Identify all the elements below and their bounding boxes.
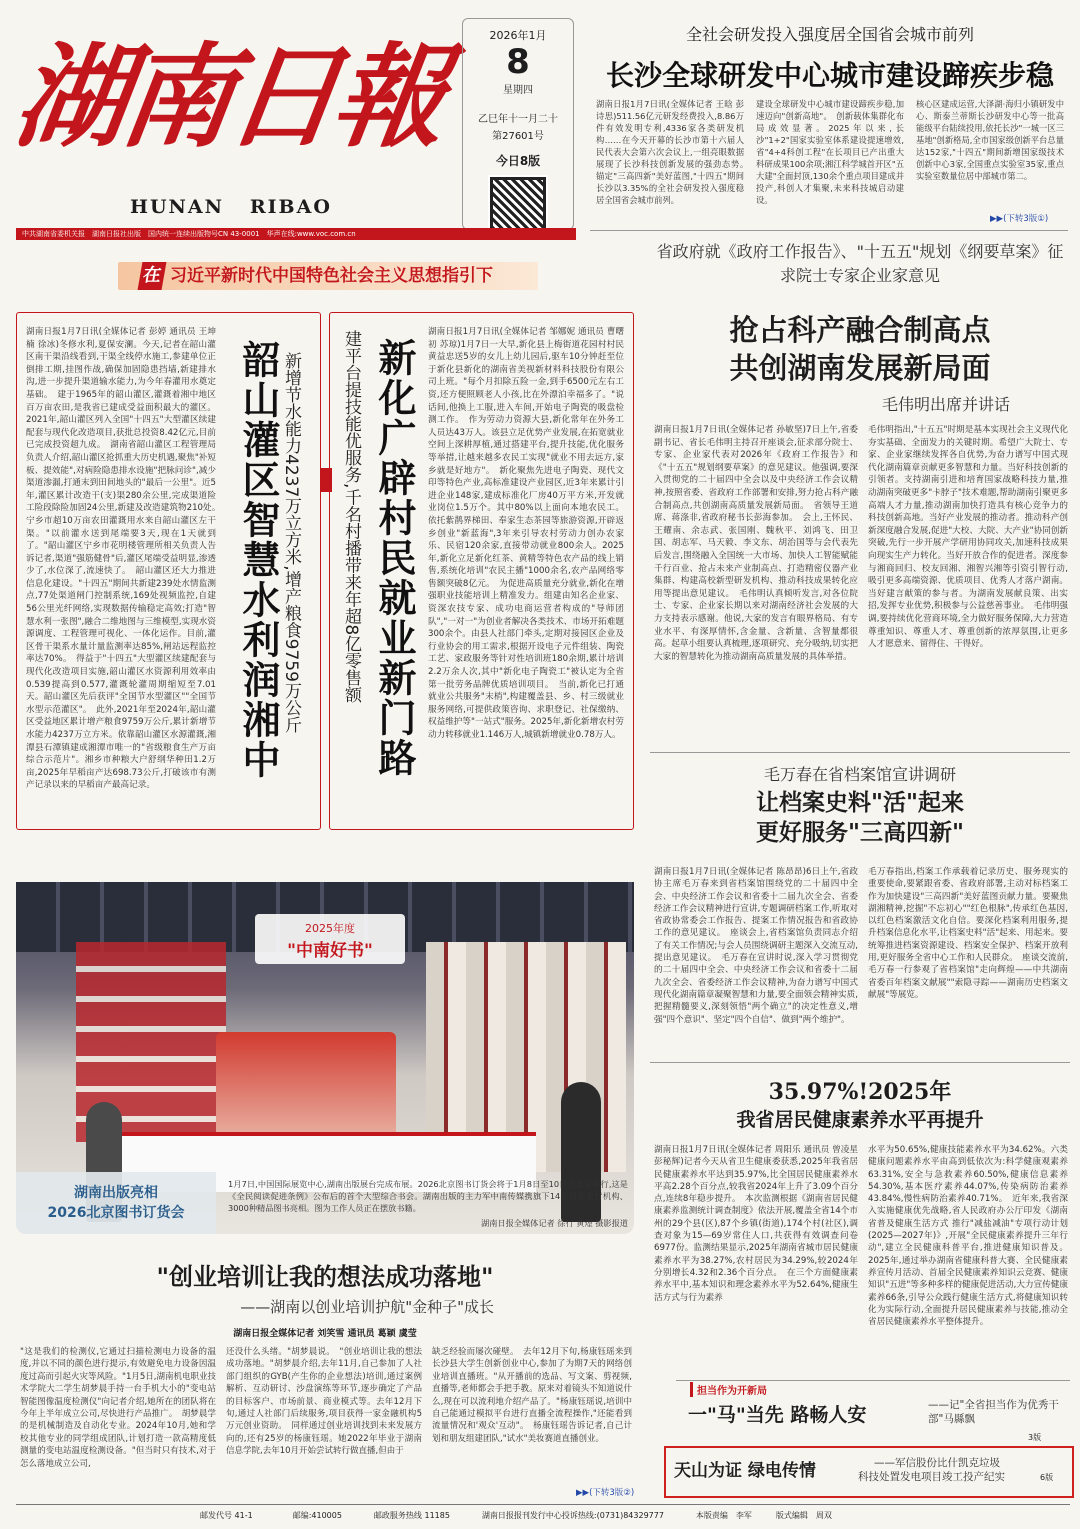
training-col1: "这是我们的检测仪,它通过扫描检测电力设备的温度,并以不同的颜色进行提示,有效避免电力设备因温度过高而引起火灾等风险。"1月5日,湖南机电职业技术学院大二学生胡梦晨手持一台手机大小的"变电站智能图像温度检测仪"向记者介绍,她所在的团队将在今年上半年成立公司,尽快进行产品推广。 胡梦晨学的是机械制造及自动化专业。2024年10月,她和学校其他专业的同学组成团队,计划打造一款高精度低测量的变电站温度检测设备。"但当时只有技术,对于怎么落地成立公司, (20, 1347, 216, 1469)
health-col2: 水平为50.65%,健康技能素养水平为34.62%。六类健康问题素养水平由高到低依次为:科学健康观素养63.31%,安全与急救素养60.50%,健康信息素养54.30%,基本医疗素养44.07%,传染病防治素养43.84%,慢性病防治素养40.71%。 近年来,我省深入实施健康优先战略,省人民政府办公厅印发《湖南省普及健康生活方式 推行"减盐减油"专项行动计划(2025—2027年)》,开展"全民健康素养提升三年行动",建立全民健康科普平台,推进健康知识普及。2025年,通过举办湖南省健康科普大赛、全民健康素养宣传月活动、首届全民健康素养知识云竞赛、健康知识"五进"等多种多样的健康促进活动,大力宣传健康素养66条,引导公众践行健康生活方式,将健康知识转化为实际行动,全面提升居民健康素养与技能,推动全省居民健康素养水平整体提升。 (868, 1145, 1068, 1328)
health-title-2[interactable]: 我省居民健康素养水平再提升 (736, 1109, 984, 1131)
masthead-pinyin: HUNAN RIBAO (130, 196, 332, 218)
promo-page: 3版 (1028, 1433, 1042, 1442)
date-box (462, 18, 574, 230)
top-story-kicker: 全社会研发投入强度居全国省会城市前列 (685, 25, 974, 44)
training-col3: 缺乏经验而屡次碰壁。 去年12月下旬,杨康钰瑶来到长沙县大学生创新创业中心,参加了为期7天的网络创业培训直播班。"从开播前的选品、写文案、剪视频,直播等,老师都会手把手教。原来对着镜头不知道说什么,现在可以流利地介绍产品了。"杨康钰瑶说,培训中自己能通过模拟平台进行直播全流程操作,"还能看到流量情况和'观众'互动"。 杨康钰瑶告诉记者,自己计划和朋友组建团队,"试水"美妆赛道直播创业。 (432, 1347, 632, 1444)
photo-label (16, 1172, 216, 1234)
archives-title-1[interactable]: 让档案史料"活"起来 (756, 790, 964, 816)
shaoshan-text: 湖南日报1月7日讯(全媒体记者 彭婷 通讯员 王坤楠 徐冰)冬修水利,夏保安澜。今天,记者在韶山灌区南干渠沿线看到,干渠全线停水施工,参建单位正倒排工期,挂图作战,确保加固隐患挡墙,新建排水沟,进一步提升渠道输水能力,为今年春灌用水奠定基础。 建于1965年的韶山灌区,灌溉着湘中地区百万亩农田,是我省已建成受益面积最大的灌区。2021年,韶山灌区列入全国"十四五"大型灌区续建配套与现代化改造项目,获批总投资8.42亿元,目前已完成投资超九成。 湖南省韶山灌区工程管理局负责人介绍,韶山灌区抢抓重大历史机遇,聚焦"补短板、提效能",对病险隐患排水设施"把脉问诊",减少渠道渗漏,打通末到田间地头的"最后一公里"。近5年,灌区累计改造干(支)渠280余公里,完成渠道险工险段除险加固24公里,新建及改造建筑物210处。 宁乡市超10万亩农田灌溉用水来自韶山灌区左干渠。"以前灌水送到尾端要3天,现在1天就到了。"韶山灌区宁乡市花明楼管理所相关负责人告诉记者,渠道"强筋健骨"后,灌区尾端受益明显,渗透少了,水位深了,流速快了。 韶山灌区还大力推进信息化建设。"十四五"期间共新建239处水情监测点,77处渠道闸门控制系统,169处视频监控,自建56公里光纤网络,实现数据传输稳定高效;打造"智慧水利一张图",融合二维地图与三维模型,实现水资源调度、工程管理可视化、一体化运作。目前,灌区骨干渠系水量计量监测率达85%,闸站远程监控率达70%。 得益于"十四五"大型灌区续建配套与现代化改造项目实施,韶山灌区水资源利用效率由0.539提高到0.577,灌溉轮灌周期缩短至7.01天。韶山灌区先后获评"全国节水型灌区""全国节水型示范灌区"。 此外,2021年至2024年,韶山灌区受益地区累计增产粮食9759万公斤,累计新增节水能力4237万立方米。依靠韶山灌区水源灌溉,湘潭县石潭镇建成湘潭市唯一的"省级粮食生产万亩综合示范片"。湘乡市种粮大户舒纲华种田1.2万亩,2025年早稻亩产达698.73公斤,打破该市有测产记录以来的早稻亩产最高记录。 (26, 327, 225, 791)
health-title-1[interactable]: 35.97%!2025年 (768, 1079, 952, 1105)
promo2-sub-1: ——军信股份比什凯克垃圾 (874, 1457, 1000, 1469)
photo-label-2: 2026北京图书订货会 (47, 1205, 185, 1221)
training-byline: 湖南日报全媒体记者 刘笑雪 通讯员 葛颖 虞莹 (233, 1329, 417, 1339)
photo-credit: 湖南日报全媒体记者 徐行 黄煌 摄影报道 (481, 1218, 628, 1228)
divider (650, 1062, 1070, 1063)
issue-number: 第27601号 (492, 131, 544, 142)
photo-badge (255, 914, 405, 964)
promo2-page: 6版 (1040, 1473, 1054, 1482)
archives-kicker: 毛万春在省档案馆宣讲调研 (763, 765, 956, 784)
top-story-col3: 核心区建成运营,大泽湖·海归小镇研发中心、斯泰兰蒂斯长沙研发中心等一批高能级平台陆续投用,依托长沙"一城一区三基地"创新格局,全市国家级创新平台总量达152家,"十四五"期间新增国家级技术创新中心3家,全国重点实验室35家,重点实验室数量位居中部城市第二。 (916, 99, 1064, 181)
promo2-sub-2: 科技处置发电项目竣工投产纪实 (858, 1471, 1005, 1483)
divider (650, 752, 1070, 753)
shaoshan-subtitle: 新增节水能力4237万立方米,增产粮食9759万公斤 (281, 352, 301, 733)
banner-zai: 在 (138, 262, 167, 290)
top-story-more[interactable]: ▶▶(下转3版①) (990, 214, 1049, 224)
info-bar-text: 中共湖南省委机关报 湖南日报社出版 国内统一连续出版物号CN 43-0001 华声在线:www.voc.com.cn (22, 230, 356, 238)
promo2-title[interactable]: 天山为证 绿电传情 (674, 1461, 816, 1481)
footer-text: 邮发代号 41-1 邮编:410005 邮政服务热线 11185 湖南日报报刊发行中心投诉热线:(0731)84329777 本版责编 李军 版式编辑 周双 (200, 1511, 832, 1520)
date-month: 2026年1月 (489, 29, 547, 42)
masthead-logo (6, 8, 450, 198)
forum-kicker: 省政府就《政府工作报告》、"十五五"规划《纲要草案》征求院士专家企业家意见 (656, 242, 1064, 285)
promo-column-label: 担当作为开新局 (690, 1382, 767, 1397)
training-col2: 还没什么头绪。"胡梦晨说。 "创业培训让我的想法成功落地。"胡梦晨介绍,去年11月,自己参加了人社部门组织的GYB(产生你的企业想法)培训,通过案例解析、互动研讨、沙盘演练等环节,逐步确定了产品的目标客户、市场前景、商业模式等。去年12月下旬,通过人社部门后续服务,项目获得一家金融机构5万元创业资助。 同样通过创业培训找到未来发展方向的,还有25岁的杨康钰瑶。她2022年毕业于湖南信息学院,去年10月开始尝试转行做直播,但由于 (226, 1347, 422, 1457)
xinhua-text: 湖南日报1月7日讯(全媒体记者 邹娜妮 通讯员 曹曙初 苏琼)1月7日一大早,新化县上梅街道花园村村民黄益忠送5岁的女儿上幼儿园后,驱车10分钟赶至位于新化县新化的湖南省美视新材料科技股份有限公司上班。"每个月扣除五险一金,到手6500元左右工资,还方便照顾老人小孩,比在外漂泊幸福多了。"说话间,他换上工服,进入车间,开始电子陶瓷的吸盘检测工作。 作为劳动力资源大县,新化常年在外务工人员达43万人。该县立足优势产业发展,在拓宽就业空间上深耕厚植,通过搭建平台,提升技能,优化服务等举措,让越来越多农民工实现"就业不用去远方,家乡就是好地方"。 新化聚焦先进电子陶瓷、现代文印等特色产业,高标准建设产业园区,近3年来累计引进企业148家,建成标准化厂房40万平方米,开发就业岗位1.5万个。其中80%以上面向本地农民工。依托紫鹊界梯田、奉家生态茶园等旅游资源,开辟返乡创业"新蓝海",3年来引导农村劳动力创办农家乐、民宿120余家,直接带动就业800余人。2025年,新化立足新化红茶、黄精等特色农产品的线上销售,系统化培训"农民主播"1000余名,农产品网络零售额突破8亿元。 为促进高质量充分就业,新化在增强职业技能培训上精准发力。组建由知名企业家、资深农技专家、成功电商运营者构成的"导师团队","一对一"为创业者解决各类技术、市场开拓难题300余个。由县人社部门牵头,定期对接园区企业及行业协会的用工需求,根据开设电子元件组装、陶瓷工艺、家政服务等针对性培训班180余期,累计培训2.2万余人次,其中"新化电子陶瓷工"被认定为全省第一批劳务品牌优质培训项目。 当前,新化已打通就业公共服务"末梢",构建覆盖县、乡、村三级就业服务网络,可提供政策咨询、求职登记、社保缴纳、权益维护等"一站式"服务。2025年,新化新增农村劳动力转移就业1.146万人,城镇新增就业0.78万人。 (428, 327, 624, 740)
xinhua-title[interactable]: 新化广辟村民就业新门路 (372, 338, 416, 778)
top-story-col1: 湖南日报1月7日讯(全媒体记者 王晗 彭诗思)511.56亿元研发经费投入,8.86万件有效发明专利,4336家各类研发机构……在今天开幕的长沙市第十六届人民代表大会第六次会议上,一组亮眼数据展现了长沙科技创新发展的强劲态势。 锚定"三高四新"美好蓝图,"十四五"期间长沙以3.35%的全社会研发投入强度稳居全国省会城市前列。 (596, 99, 753, 205)
forum-title-1[interactable]: 抢占科产融合制高点 (729, 313, 991, 347)
forum-title-2[interactable]: 共创湖南发展新局面 (729, 351, 991, 385)
forum-col2: 毛伟明指出,"十五五"时期是基本实现社会主义现代化夯实基础、全面发力的关键时期。希望广大院士、专家、企业家继续发挥各自优势,为奋力谱写中国式现代化湖南篇章贡献更多智慧和力量。当好科技创新的引领者。支持湖南引进和培育国家战略科技力量,推动湖南突破更多"卡脖子"技术难题,帮助湖南引聚更多高端人才力量,推动湖南加快打造具有核心竞争力的科技创新高地。当好产业发展的推动者。推动科产创新深度融合发展,促进"大校、大院、大产业"协同创新突破,先行一步开展产学研用协同攻关,加速科技成果向现实生产力转化。当好开放合作的促进者。深度参与湘商回归、校友回湘、湘智兴湘等引资引智行动,吸引更多高端资源、优质项目、优秀人才落户湖南。当好建言献策的参与者。为湖南发展献良策、出实招,发挥专业优势,积极参与公益慈善事业。 毛伟明强调,要持续优化营商环境,全力做好服务保障,大力营造尊重知识、尊重人才、尊重创新的浓厚氛围,让更多人才愿意来、留得住、干得好。 (868, 425, 1068, 650)
training-subtitle: ——湖南以创业培训护航"金种子"成长 (240, 1298, 494, 1316)
logo-text: 湖南日報 (6, 32, 450, 163)
badge-title: "中南好书" (287, 941, 373, 961)
archives-title-2[interactable]: 更好服务"三高四新" (756, 820, 964, 846)
photo-caption: 1月7日,中国国际展览中心,湖南出版展台完成布展。2026北京图书订货会将于1月8日至10日在北京举行,这是《全民阅读促进条例》公布后的首个大型综合书会。湖南出版的主力军中南传媒携旗下14家出版发行机构、3000种精品图书亮相。图为工作人员正在摆放书籍。 (228, 1179, 628, 1213)
top-story-col2: 建设全球研发中心城市建设蹄疾步稳,加速迈向"创新高地"。 创新载体集群化布局成效显著。2025年以来,长沙"1+2"国家实验室体系建设提速增效,省"4+4科创工程"在长项目已产出重大科研成果100余项;湘江科学城首开区"五大建"全面封顶,130余个重点项目建成并投产,科创人才集聚,未来科技城启动建设。 (756, 99, 904, 205)
date-weekday: 星期四 (503, 85, 533, 96)
top-story-title[interactable]: 长沙全球研发中心城市建设蹄疾步稳 (605, 59, 1054, 92)
promo-sub: ——记"全省担当作为优秀干部"马縣飘 (928, 1399, 1059, 1425)
qr-code-icon[interactable] (490, 177, 546, 233)
health-col1: 湖南日报1月7日讯(全媒体记者 周阳乐 通讯员 曾凌星 彭秘辉)记者今天从省卫生健康委获悉,2025年我省居民健康素养水平达到35.97%,比全国居民健康素养水平高2.28个百分点,较我省2024年上升了3.09个百分点,连续8年稳步提升。 本次监测根据《湖南省居民健康素养监测统计调查制度》依法开展,覆盖全省14个市州的29个县(区),87个乡镇(街道),174个村(社区),调查对象为15—69岁常住人口,共获得有效调查问卷6977份。监测结果显示,2025年湖南省城市居民健康素养水平为38.27%,农村居民为34.29%,较2024年分别增长4.32和2.36个百分点。 在三个方面健康素养水平中,基本知识和理念素养水平为52.64%,健康生活方式与行为素养 (654, 1145, 858, 1303)
shaoshan-title[interactable]: 韶山灌区智慧水利润湘中 (236, 340, 280, 780)
footer-rule (16, 1504, 1070, 1505)
training-more[interactable]: ▶▶(下转3版②) (576, 1488, 635, 1498)
forum-col1: 湖南日报1月7日讯(全媒体记者 孙敏坚)7日上午,省委副书记、省长毛伟明主持召开座谈会,征求部分院士、专家、企业家代表对2026年《政府工作报告》和《"十五五"规划纲要草案》的意见建议。他强调,要深入贯彻党的二十届四中全会以及中央经济工作会议精神,按照省委、省政府工作部署和安排,努力抢占科产融合制高点,共创湖南高质量发展新局面。 省领导王道席、蒋涤非,省政府秘书长彭海参加。 会上,王怀民、王耀南、余志武、张国刚、魏秋平、刘鸿飞、田卫国、胡志军、马天毅、李文东、胡治国等与会代表先后发言,围绕融入全国统一大市场、加快人工智能赋能千行百业、抢占未来产业制高点、打造精密仪器产业集群、构建高校新型研发机构、推动科技成果转化应用等提出意见建议。 毛伟明认真倾听发言,对各位院士、专家、企业家长期以来对湖南经济社会发展的大力支持表示感谢。他说,大家的发言有眼界格局、有专业水平、有深厚情怀,含金量、含新量、含智量都很高。起草小组要认真梳理,逐项研究、充分吸纳,切实把大家的智慧转化为推动湖南高质量发展的具体举措。 (654, 425, 858, 662)
date-lunar: 乙巳年十一月二十 (478, 114, 558, 125)
archives-col2: 毛万春指出,档案工作承载着记录历史、服务现实的重要使命,要紧跟省委、省政府部署,主动对标档案工作为加快建设"三高四新"美好蓝图贡献力量。要聚焦湖湘精神,挖掘"不忘初心""红色根脉",传承红色基因,以红色档案激活文化自信。要深化档案利用服务,提升档案信息化水平,让档案史料"活"起来、用起来。要统筹推进档案资源建设、档案安全保护、档案开放利用,更好服务全省中心工作和人民群众。 座谈交流前,毛万春一行参观了省档案馆"走向辉煌——中共湖南省委百年档案文献展""索隐寻踪——湖南历史档案文献展"等展览。 (868, 867, 1068, 1000)
page-count: 今日8版 (495, 154, 541, 168)
photo-label-1: 湖南出版亮相 (74, 1185, 158, 1201)
date-day: 8 (506, 42, 530, 82)
xinhua-subtitle: 建平台提技能优服务,千名村播带来年超8亿零售额 (341, 330, 361, 704)
badge-year: 2025年度 (305, 922, 355, 935)
training-title[interactable]: "创业培训让我的想法成功落地" (156, 1263, 494, 1291)
divider (590, 230, 1068, 231)
archives-col1: 湖南日报1月7日讯(全媒体记者 陈昂昂)6日上午,省政协主席毛万春来到省档案馆围绕党的二十届四中全会、中央经济工作会议和省委十二届九次全会、省委经济工作会议精神进行宣讲,专题调研档案工作,听取对省政协常委会工作报告、提案工作情况报告和省政协工作的意见建议。 座谈会上,省档案馆负责同志介绍了有关工作情况;与会人员围绕调研主题深入交流互动,提出意见建议。 毛万春在宣讲时说,深入学习贯彻党的二十届四中全会、中央经济工作会议和省委十二届九次全会、省委经济工作会议精神,为奋力谱写中国式现代化湖南篇章凝聚智慧和力量,要全面领会精神实质,把握精髓要义,深刻领悟"两个确立"的决定性意义,增强"四个意识"、坚定"四个自信"、做到"两个维护"。 (654, 867, 858, 1025)
banner-text: 习近平新时代中国特色社会主义思想指引下 (170, 266, 493, 286)
promo-title[interactable]: 一"马"当先 路畅人安 (688, 1404, 867, 1426)
forum-subtitle: 毛伟明出席并讲话 (881, 395, 1010, 414)
xinhua-accent-bar (320, 468, 332, 492)
